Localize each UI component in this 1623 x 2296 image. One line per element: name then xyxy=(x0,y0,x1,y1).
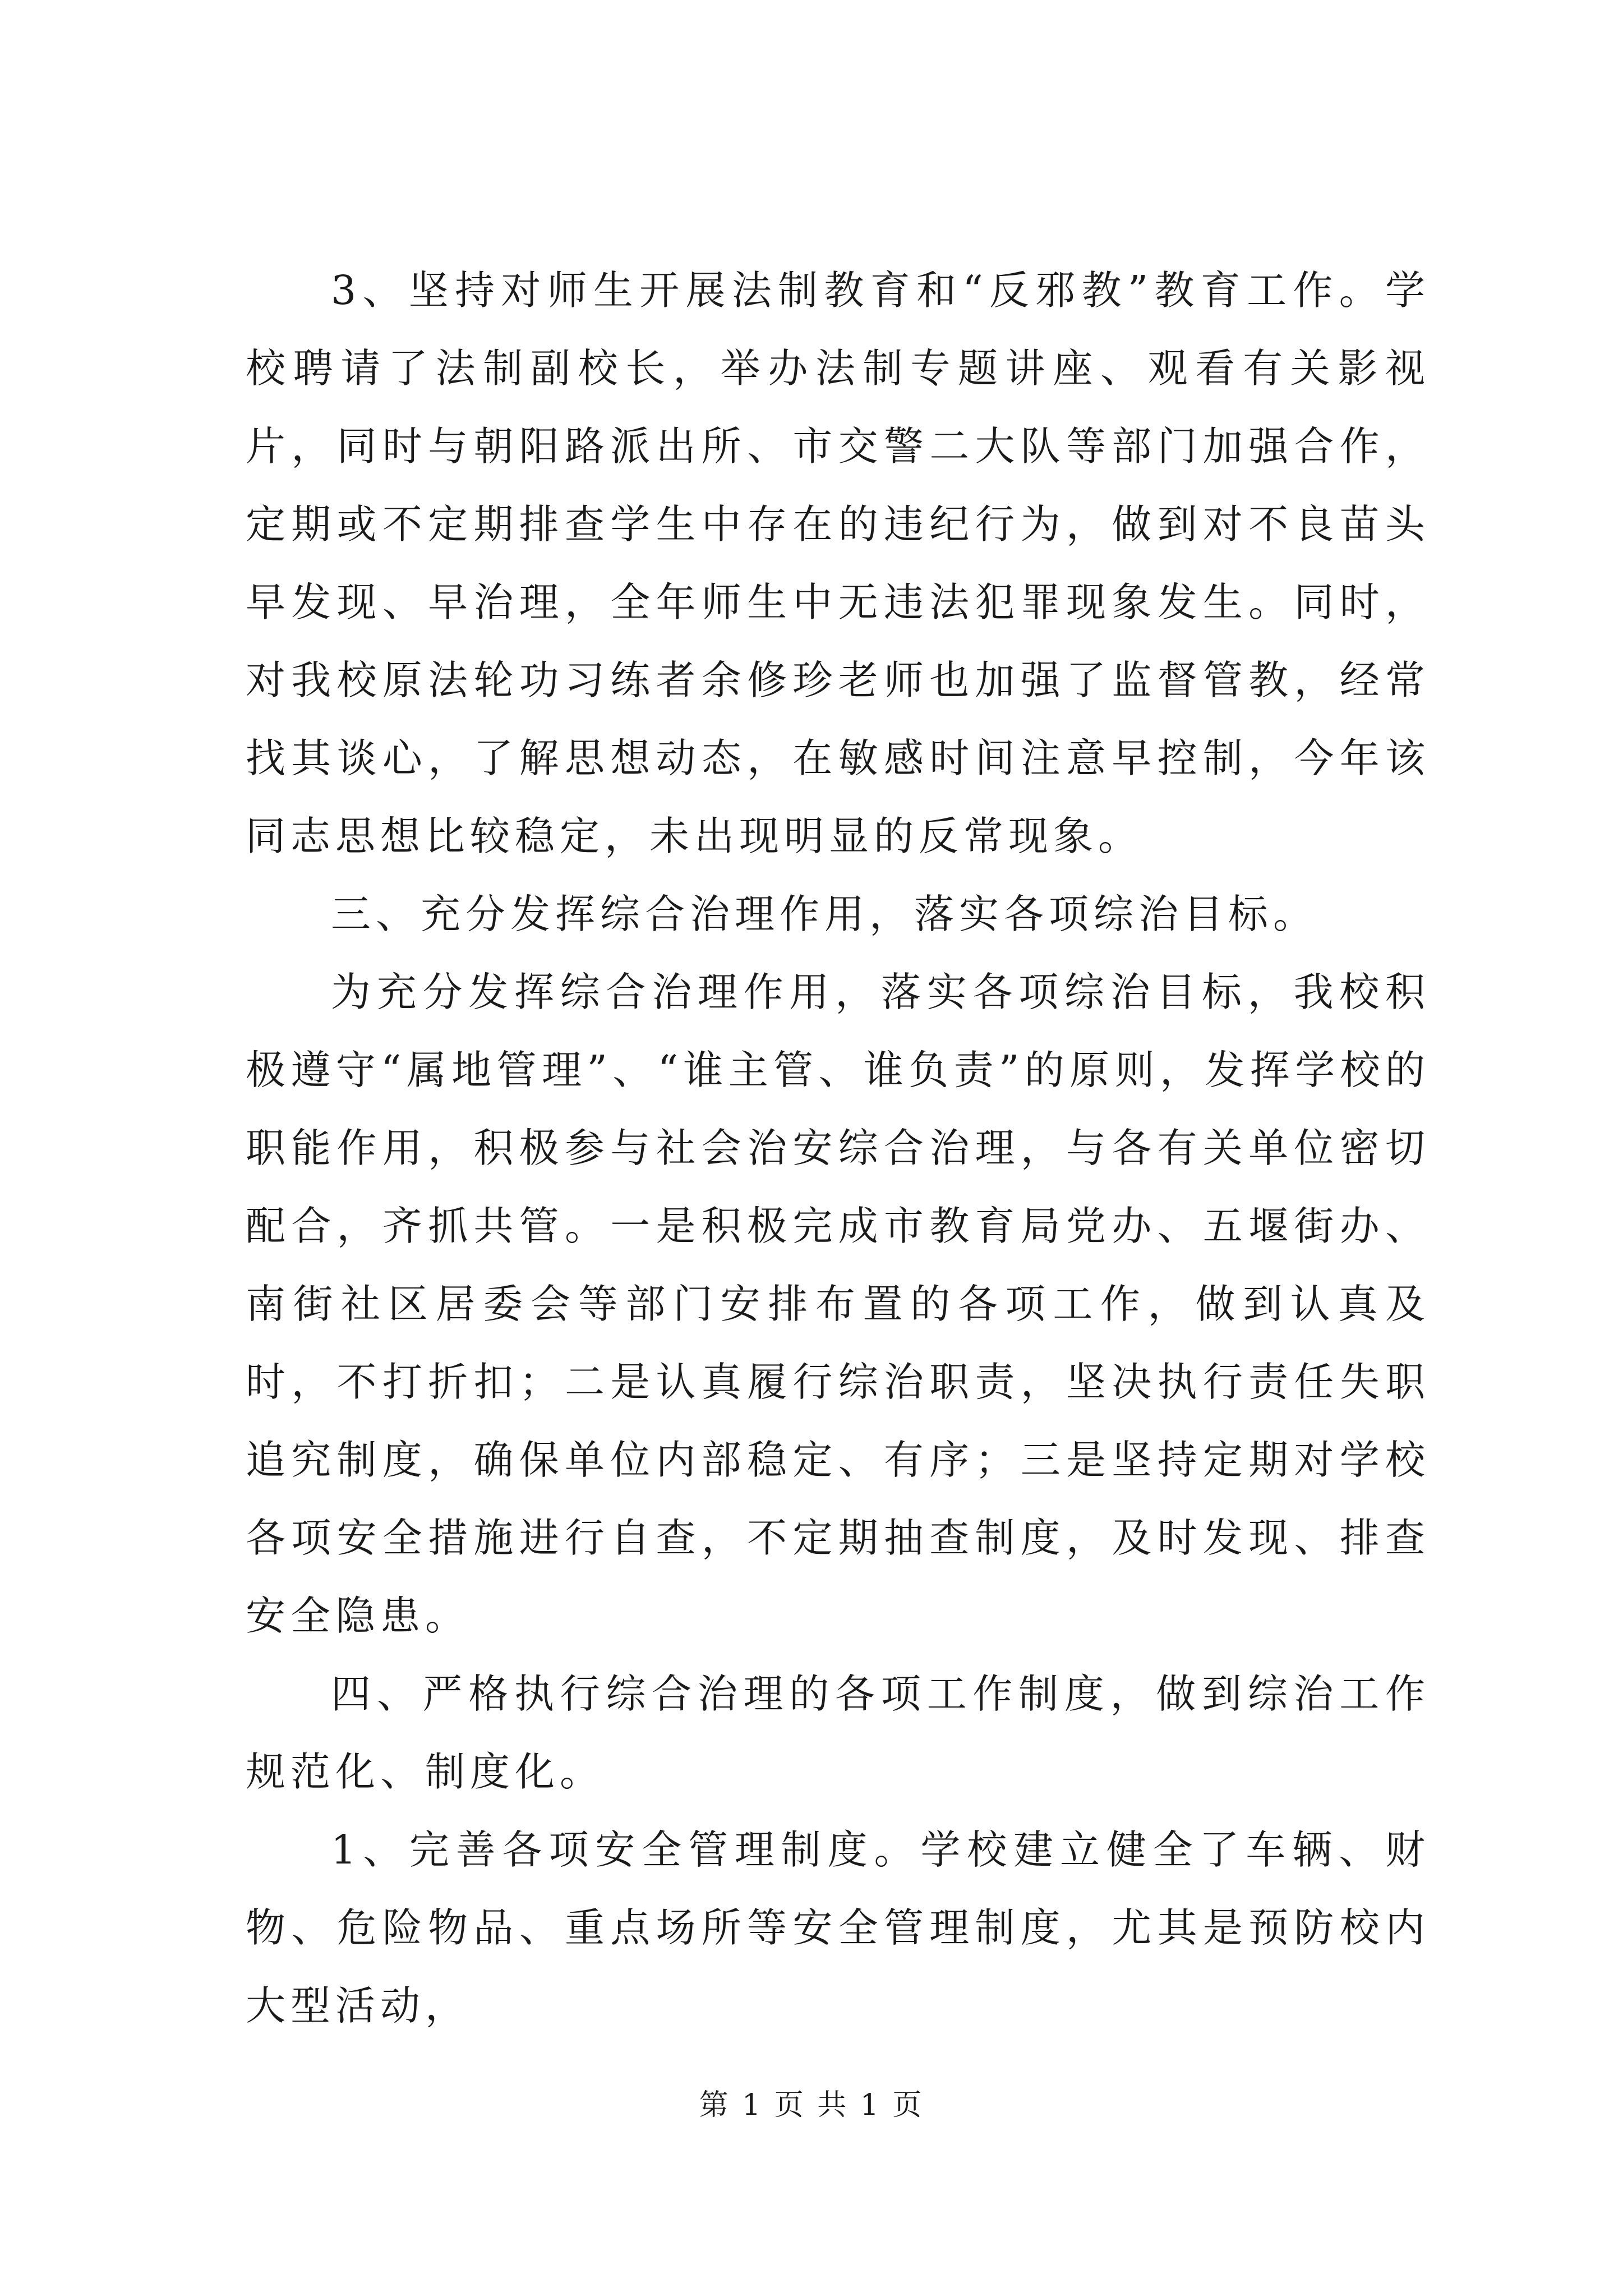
paragraph-comprehensive-governance: 为充分发挥综合治理作用，落实各项综治目标，我校积极遵守“属地管理”、“谁主管、谁负责”的原则，发挥学校的职能作用，积极参与社会治安综合治理，与各有关单位密切配合，齐抓共管。一是积极完成市教育局党办、五堰街办、南街社区居委会等部门安排布置的各项工作，做到认真及时，不打折扣；二是认真履行综治职责，坚决执行责任失职追究制度，确保单位内部稳定、有序；三是坚持定期对学校各项安全措施进行自查，不定期抽查制度，及时发现、排查安全隐患。 xyxy=(246,969,1430,1639)
heading-section-three: 三、充分发挥综合治理作用，落实各项综治目标。 xyxy=(331,891,1318,937)
page-footer: 第 1 页 共 1 页 xyxy=(699,2088,924,2122)
paragraph-legal-education: 3、坚持对师生开展法制教育和“反邪教”教育工作。学校聘请了法制副校长，举办法制专题讲座、观看有关影视片，同时与朝阳路派出所、市交警二大队等部门加强合作，定期或不定期排查学生中存在的违纪行为，做到对不良苗头早发现、早治理，全年师生中无违法犯罪现象发生。同时，对我校原法轮功习练者余修珍老师也加强了监督管教，经常找其谈心，了解思想动态，在敏感时间注意早控制，今年该同志思想比较稳定，未出现明显的反常现象。 xyxy=(246,267,1430,859)
heading-section-four: 四、严格执行综合治理的各项工作制度，做到综治工作规范化、制度化。 xyxy=(246,1671,1430,1795)
paragraph-safety-rules: 1、完善各项安全管理制度。学校建立健全了车辆、财物、危险物品、重点场所等安全管理制度，尤其是预防校内大型活动， xyxy=(246,1826,1430,2029)
document-body xyxy=(246,251,1430,2045)
